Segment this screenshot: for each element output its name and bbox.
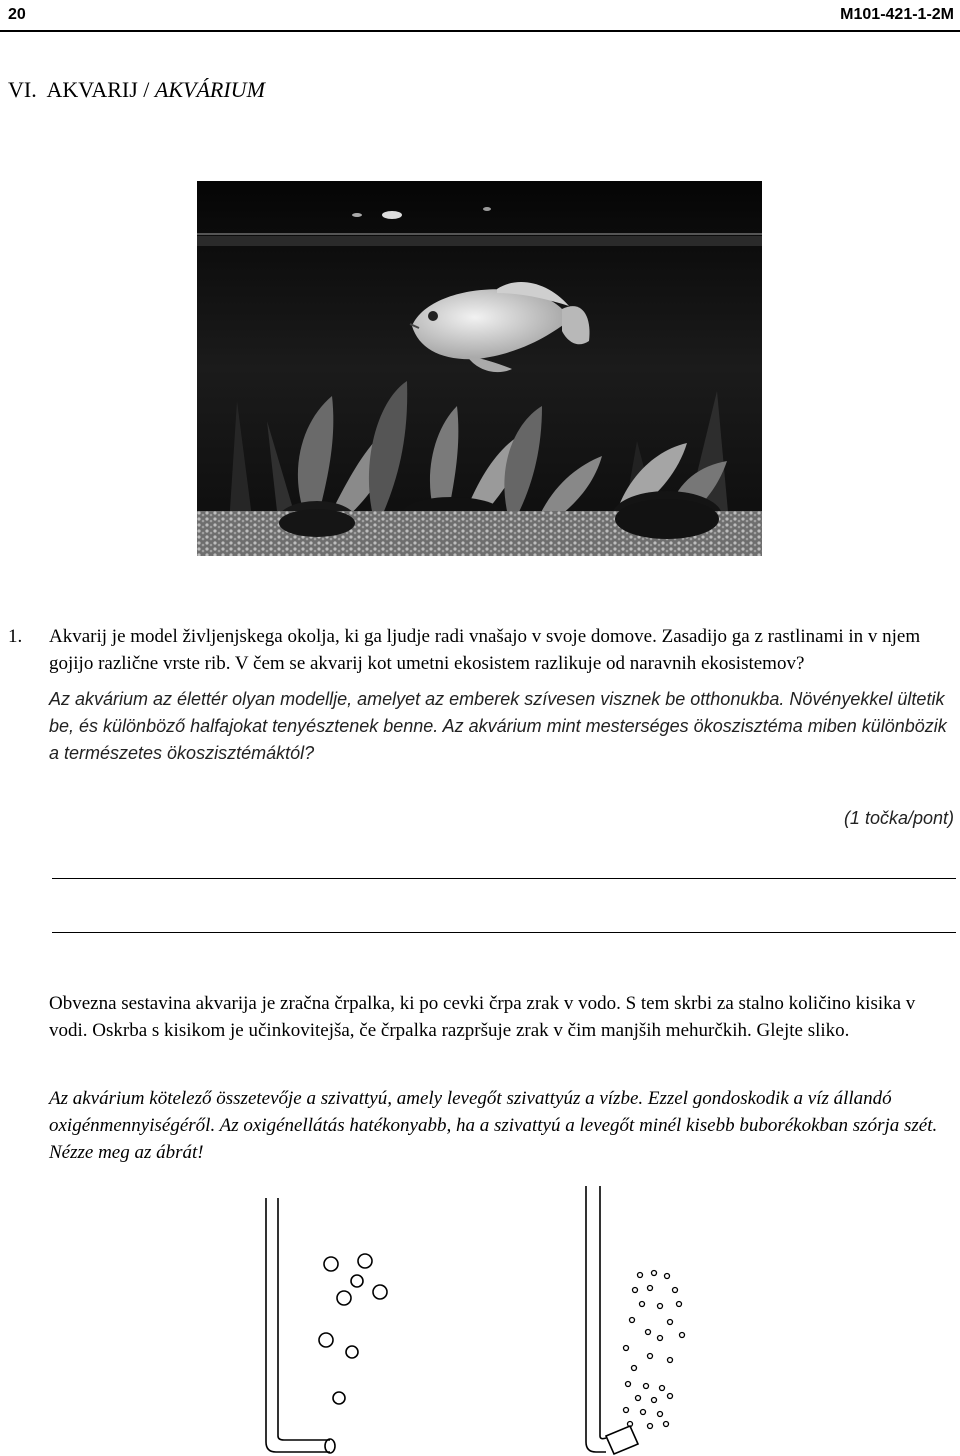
section-title-sl: AKVARIJ (46, 77, 138, 102)
page-header (0, 0, 960, 32)
left-tube (266, 1198, 335, 1453)
paragraph-hu: Az akvárium kötelező összetevője a szivattyú, amely levegőt szivattyúz a vízbe. Ezzel gondoskodik a víz állandó oxigénmennyiségéről. Az oxigénellátás hatékonyabb, ha a szivattyú a levegőt minél kisebb buborékokban szórja szét. Nézze meg az ábrát! (49, 1088, 938, 1163)
answer-line-2[interactable] (52, 932, 956, 933)
right-tube (586, 1186, 638, 1454)
paragraph-sl: Obvezna sestavina akvarija je zračna črpalka, ki po cevki črpa zrak v vodo. S tem skrbi za stalno količino kisika v vodi. Oskrba s kisikom je učinkovitejša, če črpalka razpršuje zrak v čim manjših mehurčkih. Glejte sliko. (49, 993, 916, 1041)
points-label: (1 točka/pont) (843, 808, 954, 828)
document-code: M101-421-1-2M (840, 6, 954, 23)
section-separator: / (143, 77, 150, 102)
aquarium-photo (197, 181, 762, 556)
large-bubbles (319, 1254, 387, 1404)
section-title-hu: AKVÁRIUM (154, 77, 265, 102)
section-number: VI. (8, 77, 37, 102)
question-text-hu: Az akvárium az élettér olyan modellje, amelyet az emberek szívesen visznek be otthonukba. Növényekkel ültetik be, és különböző halfajokat tenyésztenek benne. Az akvárium mint mesterséges ökoszisztéma miben különbözik a természetes ökoszisztémáktól? (49, 689, 947, 763)
air-bubbles-diagram (230, 1180, 750, 1456)
answer-line-1[interactable] (52, 878, 956, 879)
question-text-sl: Akvarij je model življenjskega okolja, ki ga ljudje radi vnašajo v svoje domove. Zasadijo ga z rastlinami in v njem gojijo različne vrste rib. V čem se akvarij kot umetni ekosistem razlikuje od naravnih ekosistemov? (49, 626, 921, 674)
section-title (8, 77, 265, 103)
small-bubbles (624, 1271, 685, 1429)
page-number: 20 (8, 6, 26, 23)
question-number: 1. (8, 626, 23, 647)
